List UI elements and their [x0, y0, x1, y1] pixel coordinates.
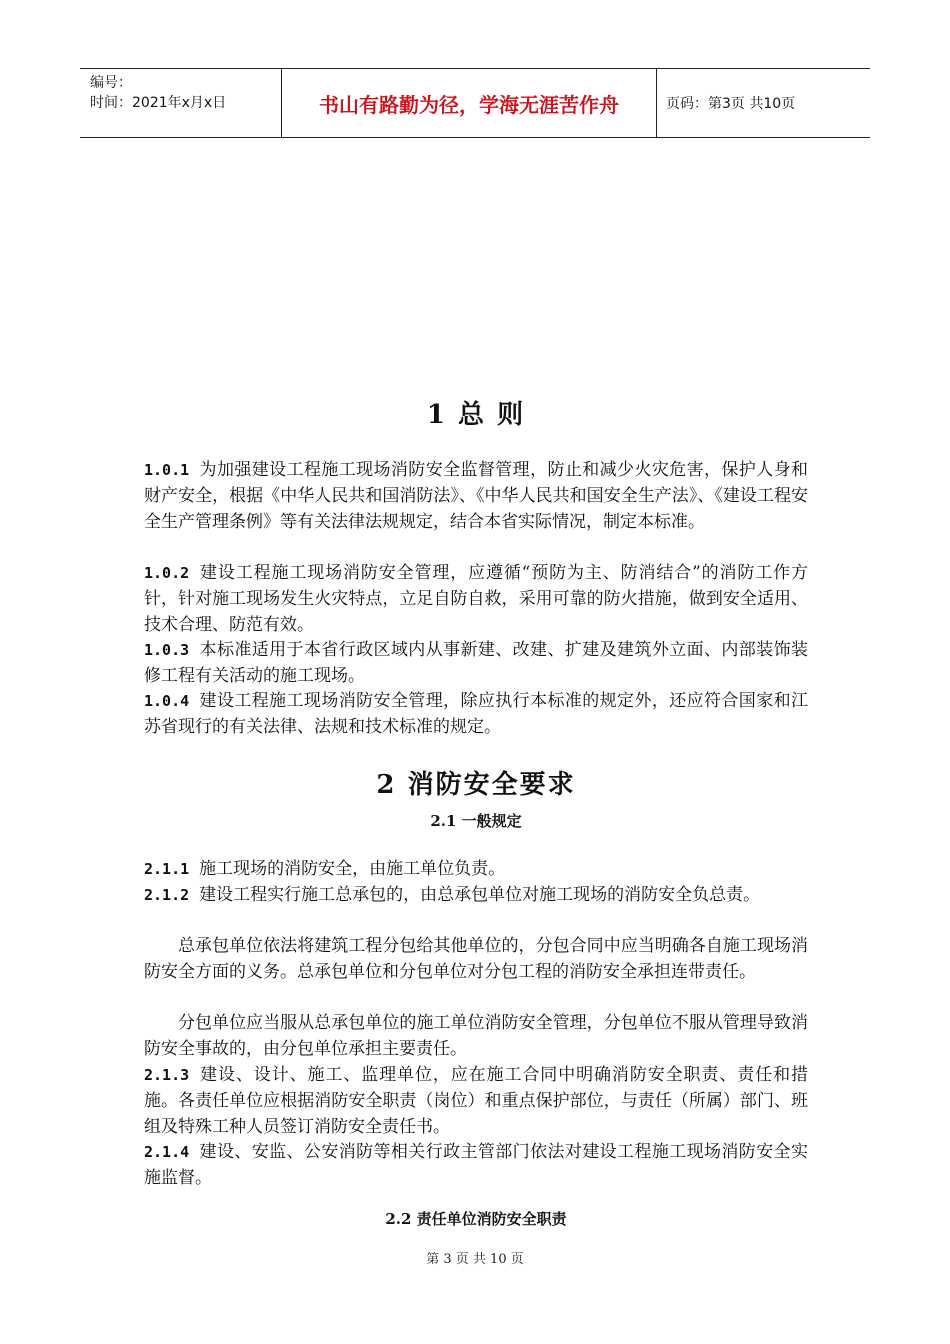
header-meta	[90, 73, 280, 113]
clause-text: 分包单位应当服从总承包单位的施工单位消防安全管理，分包单位不服从管理导致消防安全事故的，由分包单位承担主要责任。	[144, 1013, 808, 1059]
document-header	[80, 68, 870, 138]
header-page-info: 页码：第3页 共10页	[666, 96, 796, 112]
page-footer: 第 3 页 共 10 页	[426, 1252, 524, 1267]
paragraph	[144, 883, 808, 909]
paragraph	[144, 689, 808, 741]
paragraph	[144, 1140, 808, 1192]
clause-text: 为加强建设工程施工现场消防安全监督管理，防止和减少火灾危害，保护人身和财产安全，根据《中华人民共和国消防法》、《中华人民共和国安全生产法》、《建设工程安全生产管理条例》等有关法律法规规定，结合本省实际情况，制定本标准。	[144, 460, 808, 532]
header-motto: 书山有路勤为径，学海无涯苦作舟	[319, 92, 619, 117]
clause-text: 建设工程施工现场消防安全管理，除应执行本标准的规定外，还应符合国家和江苏省现行的有关法律、法规和技术标准的规定。	[144, 691, 808, 737]
time-label: 时间：2021年x月x日	[90, 95, 227, 111]
number-label: 编号：	[90, 75, 132, 91]
clause-number: 1.0.2	[144, 564, 190, 582]
clause-text: 施工现场的消防安全，由施工单位负责。	[199, 859, 506, 879]
section-2-title: 2 消防安全要求	[376, 770, 576, 800]
section-1-title: 1 总 则	[426, 400, 526, 430]
paragraph	[144, 1011, 808, 1063]
clause-number: 2.1.2	[144, 886, 190, 904]
subsection-2-1-title: 2.1 一般规定	[430, 812, 522, 830]
subsection-2-2-title: 2.2 责任单位消防安全职责	[385, 1210, 567, 1228]
clause-number: 2.1.3	[144, 1066, 190, 1084]
clause-number: 2.1.1	[144, 860, 190, 878]
paragraph	[144, 857, 808, 883]
paragraph	[144, 1063, 808, 1140]
paragraph	[144, 934, 808, 986]
clause-number: 1.0.4	[144, 692, 190, 710]
clause-number: 2.1.4	[144, 1143, 190, 1161]
clause-text: 总承包单位依法将建筑工程分包给其他单位的，分包合同中应当明确各自施工现场消防安全方面的义务。总承包单位和分包单位对分包工程的消防安全承担连带责任。	[144, 936, 808, 982]
clause-text: 建设、安监、公安消防等相关行政主管部门依法对建设工程施工现场消防安全实施监督。	[144, 1142, 808, 1188]
header-divider	[656, 69, 657, 137]
clause-number: 1.0.3	[144, 641, 190, 659]
paragraph	[144, 458, 808, 535]
paragraph	[144, 561, 808, 638]
paragraph	[144, 638, 808, 690]
clause-text: 本标准适用于本省行政区域内从事新建、改建、扩建及建筑外立面、内部装饰装修工程有关活动的施工现场。	[144, 640, 808, 686]
clause-text: 建设、设计、施工、监理单位，应在施工合同中明确消防安全职责、责任和措施。各责任单位应根据消防安全职责（岗位）和重点保护部位，与责任（所属）部门、班组及特殊工种人员签订消防安全责任书。	[144, 1065, 808, 1137]
clause-number: 1.0.1	[144, 461, 190, 479]
clause-text: 建设工程实行施工总承包的，由总承包单位对施工现场的消防安全负总责。	[199, 885, 761, 905]
clause-text: 建设工程施工现场消防安全管理，应遵循“预防为主、防消结合”的消防工作方针，针对施工现场发生火灾特点，立足自防自救，采用可靠的防火措施，做到安全适用、技术合理、防范有效。	[144, 563, 808, 635]
